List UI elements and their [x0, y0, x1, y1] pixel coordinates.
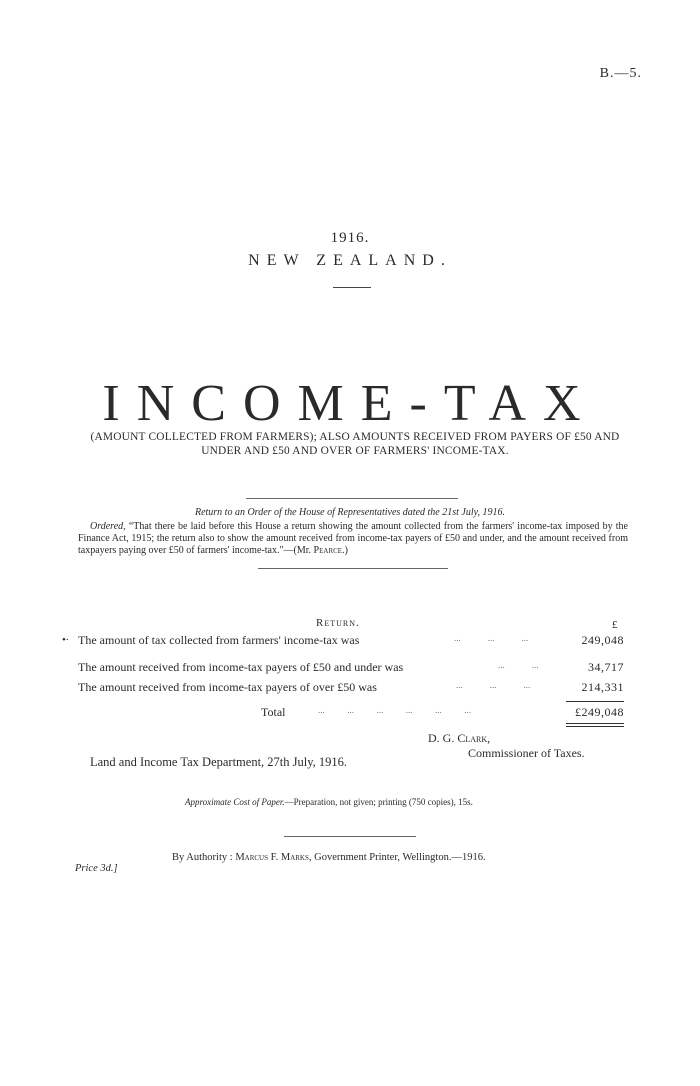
cost-line	[185, 797, 473, 807]
row-label: The amount received from income-tax payers of £50 and under was	[78, 660, 404, 674]
row-label: The amount received from income-tax payers of over £50 was	[78, 680, 377, 694]
divider	[246, 498, 458, 499]
divider	[258, 568, 448, 569]
row-amount: 214,331	[581, 680, 624, 694]
leader-dots: ... ... ...	[456, 680, 531, 690]
return-row	[78, 660, 624, 676]
cost-text: —Preparation, not given; printing (750 copies), 15s.	[284, 797, 473, 807]
return-row	[78, 680, 624, 696]
page-subtitle: (AMOUNT COLLECTED FROM FARMERS); ALSO AMOUNTS RECEIVED FROM PAYERS OF £50 AND UNDER AND £50 AND OVER OF FARMERS' INCOME-TAX.	[90, 431, 620, 457]
country-heading: NEW ZEALAND.	[248, 252, 452, 269]
ordered-text: “That there be laid before this House a return showing the amount collected from the farmers' income-tax imposed by the Finance Act, 1915; the return also to show the amount received from income-tax payers of £50 and under, and the amount received from taxpayers paying over £50 of farmers' income-tax."—(Mr.	[78, 521, 628, 556]
margin-mark-icon: •∙	[62, 634, 69, 646]
ordered-label: Ordered,	[90, 521, 126, 532]
signatory-title: Commissioner of Taxes.	[468, 746, 585, 760]
ordered-paragraph	[78, 521, 628, 557]
total-row	[78, 705, 624, 721]
currency-heading: £	[612, 619, 618, 631]
sum-rule	[566, 701, 624, 702]
leader-dots: ... ... ...	[454, 633, 529, 643]
divider	[333, 287, 371, 288]
cost-label: Approximate Cost of Paper.	[185, 797, 285, 807]
double-rule	[566, 726, 624, 727]
double-rule	[566, 723, 624, 724]
authority-prefix: By Authority :	[172, 852, 236, 863]
return-row	[78, 633, 624, 649]
document-reference: B.—5.	[599, 66, 642, 81]
page-title: INCOME-TAX	[102, 375, 598, 432]
authority-line	[172, 852, 486, 863]
signatory-name: D. G. Clark,	[428, 731, 491, 745]
return-heading: Return.	[316, 617, 360, 629]
row-amount: 249,048	[581, 633, 624, 647]
ordered-end: .)	[342, 545, 348, 556]
leader-dots: ... ... ... ... ... ...	[318, 705, 471, 715]
authority-suffix: , Government Printer, Wellington.—1916.	[308, 852, 486, 863]
printer-name: Marcus F. Marks	[235, 852, 309, 863]
divider	[284, 836, 416, 837]
return-order-line: Return to an Order of the House of Representatives dated the 21st July, 1916.	[194, 507, 506, 518]
department-line: Land and Income Tax Department, 27th July, 1916.	[90, 755, 348, 769]
leader-dots: ... ...	[498, 660, 539, 670]
total-amount: £249,048	[575, 705, 624, 719]
price-label: Price 3d.]	[75, 863, 118, 874]
row-amount: 34,717	[588, 660, 624, 674]
ordered-member: Pearce	[313, 545, 343, 556]
total-label: Total	[261, 705, 286, 719]
row-label: The amount of tax collected from farmers' income-tax was	[78, 633, 360, 647]
document-year: 1916.	[330, 230, 370, 246]
